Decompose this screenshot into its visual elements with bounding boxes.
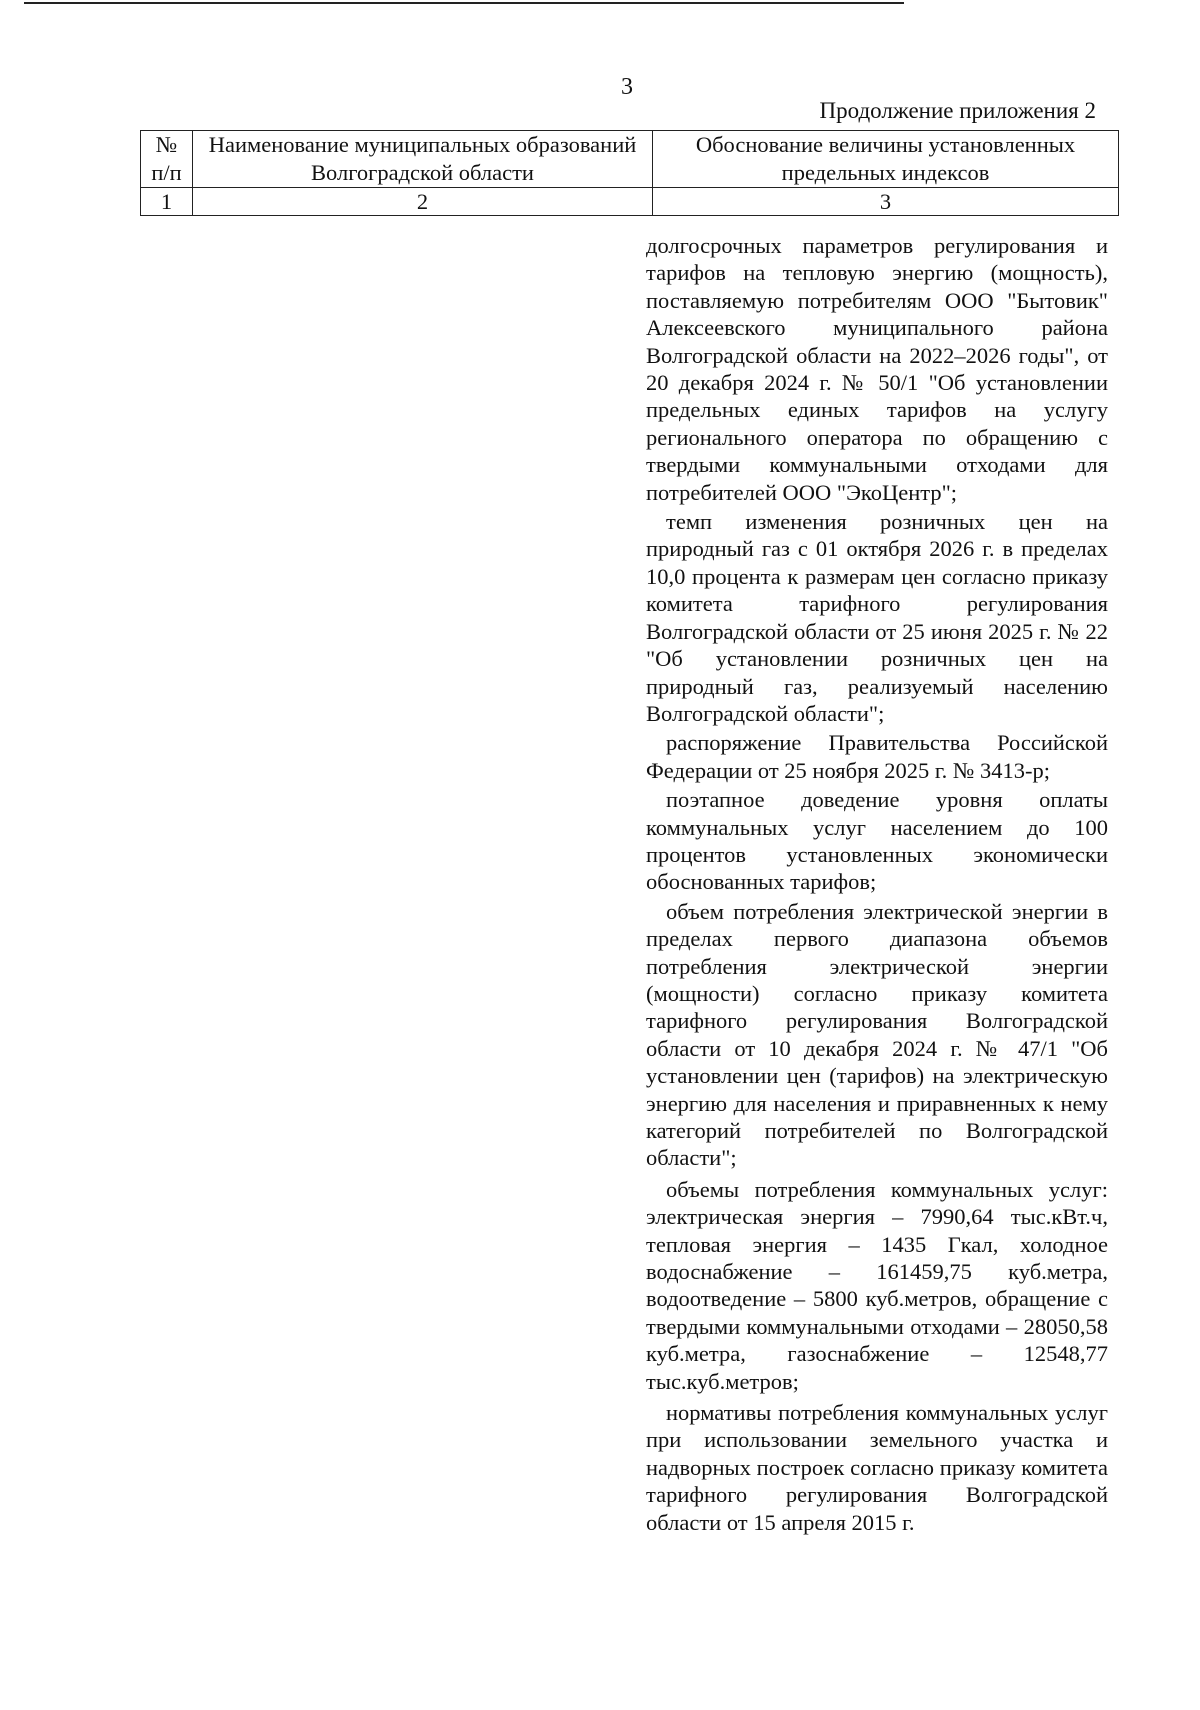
column-number-2: 2 [193, 188, 653, 216]
column-number-1: 1 [141, 188, 193, 216]
justification-paragraph: долгосрочных параметров регулирования и тарифов на тепловую энергию (мощность), поставляемую потребителям ООО "Бытовик" Алексеевского муниципального района Волгоградской области на 2022–2026 годы", от 20 декабря 2024 г. № 50/1 "Об установлении предельных единых тарифов на услугу регионального оператора по обращению с твердыми коммунальными отходами для потребителей ООО "ЭкоЦентр"; [646, 233, 1108, 505]
appendix-continuation-note: Продолжение приложения 2 [819, 98, 1096, 123]
scan-top-edge [24, 2, 904, 4]
justification-paragraph: объемы потребления коммунальных услуг: электрическая энергия – 7990,64 тыс.кВт.ч, тепловая энергия – 1435 Гкал, холодное водоснабжение – 161459,75 куб.метра, водоотведение – 5800 куб.метров, обращение с твердыми коммунальными отходами – 28050,58 куб.метра, газоснабжение – 12548,77 тыс.куб.метров; [646, 1176, 1108, 1394]
header-col-municipality: Наименование муниципальных образований Волгоградской области [193, 131, 653, 188]
justification-paragraph: темп изменения розничных цен на природный газ с 01 октября 2026 г. в пределах 10,0 процента к размерам цен согласно приказу комитета тарифного регулирования Волгоградской области от 25 июня 2025 г. № 22 "Об установлении розничных цен на природный газ, реализуемый населению Волгоградской области"; [646, 509, 1108, 726]
appendix-table-header [140, 130, 1119, 216]
header-col-justification: Обоснование величины установленных предельных индексов [653, 131, 1119, 188]
justification-paragraph: поэтапное доведение уровня оплаты коммунальных услуг населением до 100 процентов установленных экономически обоснованных тарифов; [646, 787, 1108, 895]
justification-paragraph: объем потребления электрической энергии в пределах первого диапазона объемов потребления электрической энергии (мощности) согласно приказу комитета тарифного регулирования Волгоградской области от 10 декабря 2024 г. № 47/1 "Об установлении цен (тарифов) на электрическую энергию для населения и приравненных к нему категорий потребителей по Волгоградской области"; [646, 898, 1108, 1171]
justification-paragraph: нормативы потребления коммунальных услуг при использовании земельного участка и надворных построек согласно приказу комитета тарифного регулирования Волгоградской области от 15 апреля 2015 г. [646, 1400, 1108, 1535]
table-header-row [141, 131, 1119, 188]
page-number: 3 [621, 74, 633, 100]
justification-text [646, 232, 1108, 1538]
header-col-number: № п/п [141, 131, 193, 188]
column-number-3: 3 [653, 188, 1119, 216]
justification-paragraph: распоряжение Правительства Российской Федерации от 25 ноября 2025 г. № 3413-р; [646, 730, 1108, 783]
table-column-numbers-row [141, 188, 1119, 216]
